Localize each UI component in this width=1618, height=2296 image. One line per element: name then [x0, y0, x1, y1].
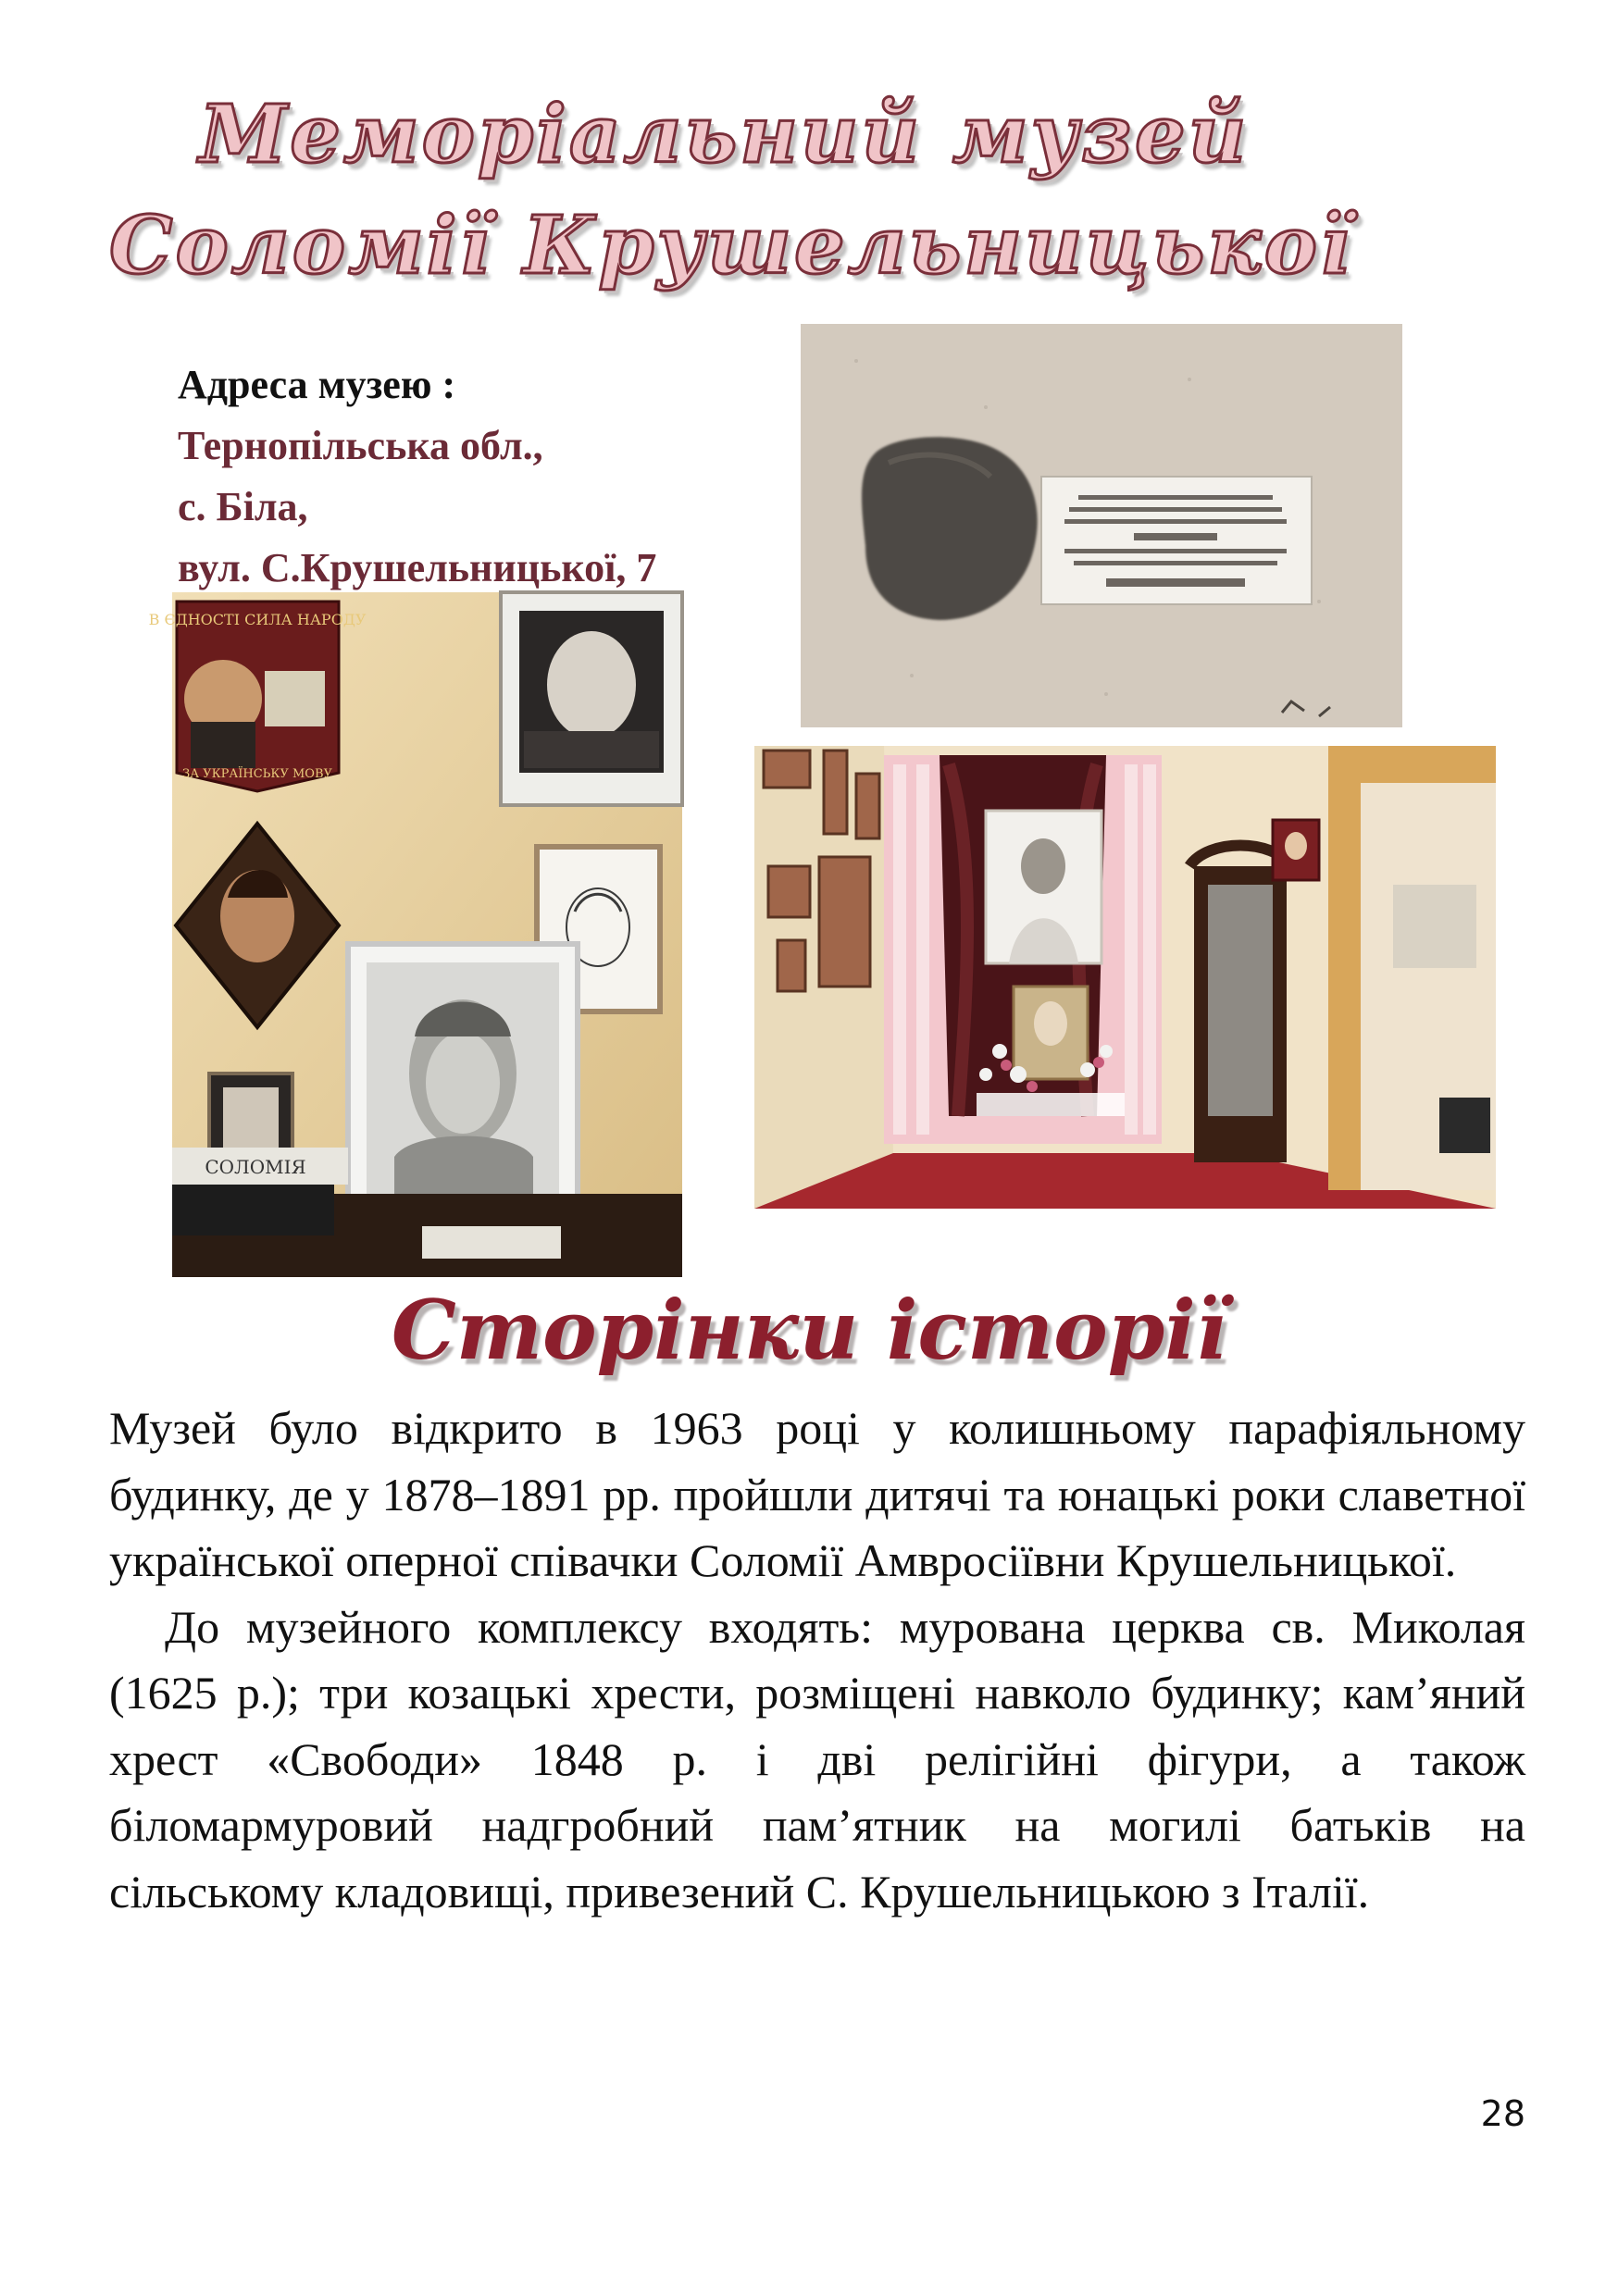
address-village: с. Біла,	[178, 484, 308, 529]
banner-top-text: В ЄДНОСТІ СИЛА НАРОДУ	[148, 611, 367, 628]
museum-address	[178, 354, 656, 599]
banner-bottom-text: ЗА УКРАЇНСЬКУ МОВУ	[182, 767, 332, 781]
history-paragraph-2: До музейного комплексу входять: мурована церква св. Миколая (1625 р.); три козацькі хрести, розміщені навколо будинку; кам’яний хрест «Свободи» 1848 р. і дві релігійні фігури, а також біломармуровий надгробний пам’ятник на могилі батьків на сільському кладовищі, привезений С. Крушельницькою з Італії.	[109, 1600, 1525, 1917]
history-text	[109, 1396, 1525, 1925]
newspaper-text: СОЛОМІЯ	[205, 1156, 306, 1178]
history-paragraph-1: Музей було відкрито в 1963 році у колишньому парафіяльному будинку, де у 1878–1891 рр. пройшли дитячі та юнацькі роки славетної української оперної співачки Соломії Амвросіївни Крушельницької.	[109, 1402, 1525, 1586]
photo-memorial-hall	[754, 746, 1496, 1209]
page-number: 28	[1480, 2093, 1525, 2134]
memorial-plaque-illustration	[801, 324, 1402, 727]
photo-memorial-plaque	[801, 324, 1402, 727]
memorial-hall-illustration	[754, 746, 1496, 1209]
address-street: вул. С.Крушельницької, 7	[178, 545, 657, 590]
title-line-1: Меморіальний музей	[199, 88, 1250, 181]
section-heading: Сторінки історії	[391, 1282, 1227, 1378]
address-label: Адреса музею :	[178, 362, 456, 407]
photo-museum-room-portraits	[148, 592, 682, 1277]
title-line-2: Соломії Крушельницької	[109, 199, 1353, 292]
museum-room-illustration	[148, 592, 682, 1277]
address-region: Тернопільська обл.,	[178, 423, 543, 468]
